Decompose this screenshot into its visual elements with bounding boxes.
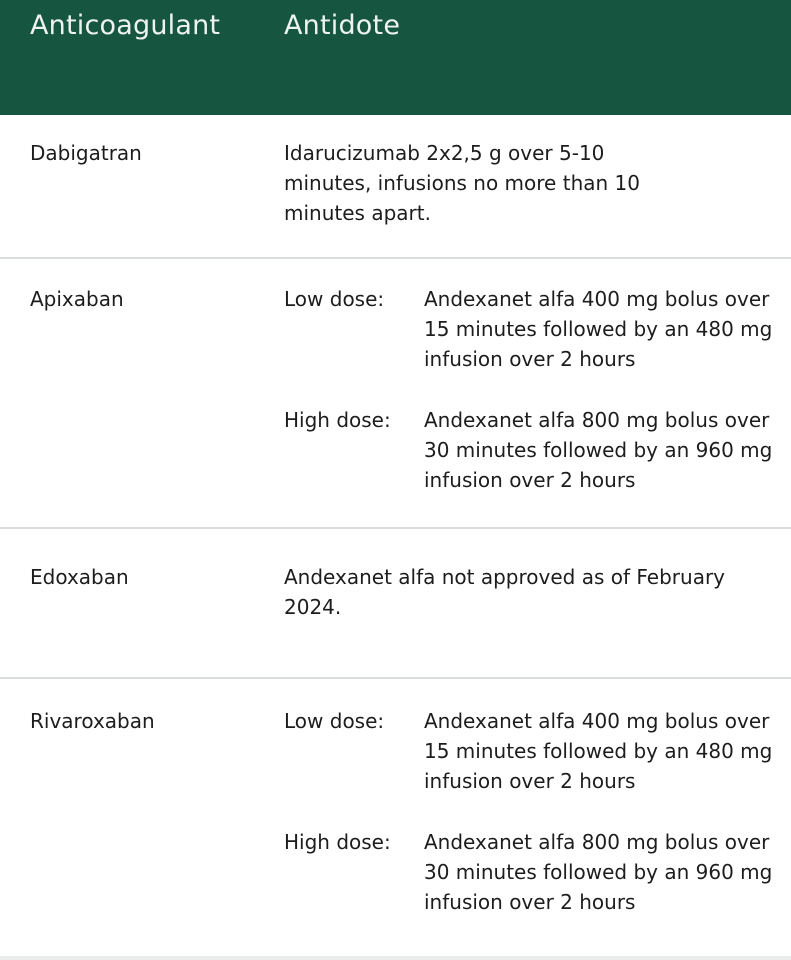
table-header (0, 0, 791, 115)
drug-name: Edoxaban (30, 565, 129, 589)
antidote-text: Andexanet alfa not approved as of February 2024. (284, 565, 726, 619)
drug-name: Apixaban (30, 287, 124, 311)
table-row-apixaban (0, 284, 791, 524)
row-divider (0, 677, 791, 679)
high-dose-text: Andexanet alfa 800 mg bolus over 30 minutes followed by an 960 mg infusion over 2 hours (424, 830, 773, 914)
high-dose-text: Andexanet alfa 800 mg bolus over 30 minutes followed by an 960 mg infusion over 2 hours (424, 408, 773, 492)
drug-name: Rivaroxaban (30, 709, 155, 733)
high-dose-label: High dose: (284, 408, 391, 432)
low-dose-text: Andexanet alfa 400 mg bolus over 15 minutes followed by an 480 mg infusion over 2 hours (424, 287, 773, 371)
header-anticoagulant: Anticoagulant (30, 10, 221, 41)
row-divider (0, 257, 791, 259)
table-row-dabigatran (0, 138, 791, 258)
row-divider (0, 527, 791, 529)
table-row-edoxaban (0, 562, 791, 672)
table-bottom-edge (0, 956, 791, 960)
low-dose-label: Low dose: (284, 287, 385, 311)
high-dose-label: High dose: (284, 830, 391, 854)
header-antidote: Antidote (284, 10, 401, 41)
drug-name: Dabigatran (30, 141, 142, 165)
low-dose-label: Low dose: (284, 709, 385, 733)
antidote-text: Idarucizumab 2x2,5 g over 5-10 minutes, infusions no more than 10 minutes apart. (284, 141, 640, 225)
low-dose-text: Andexanet alfa 400 mg bolus over 15 minutes followed by an 480 mg infusion over 2 hours (424, 709, 773, 793)
table-row-rivaroxaban (0, 706, 791, 946)
